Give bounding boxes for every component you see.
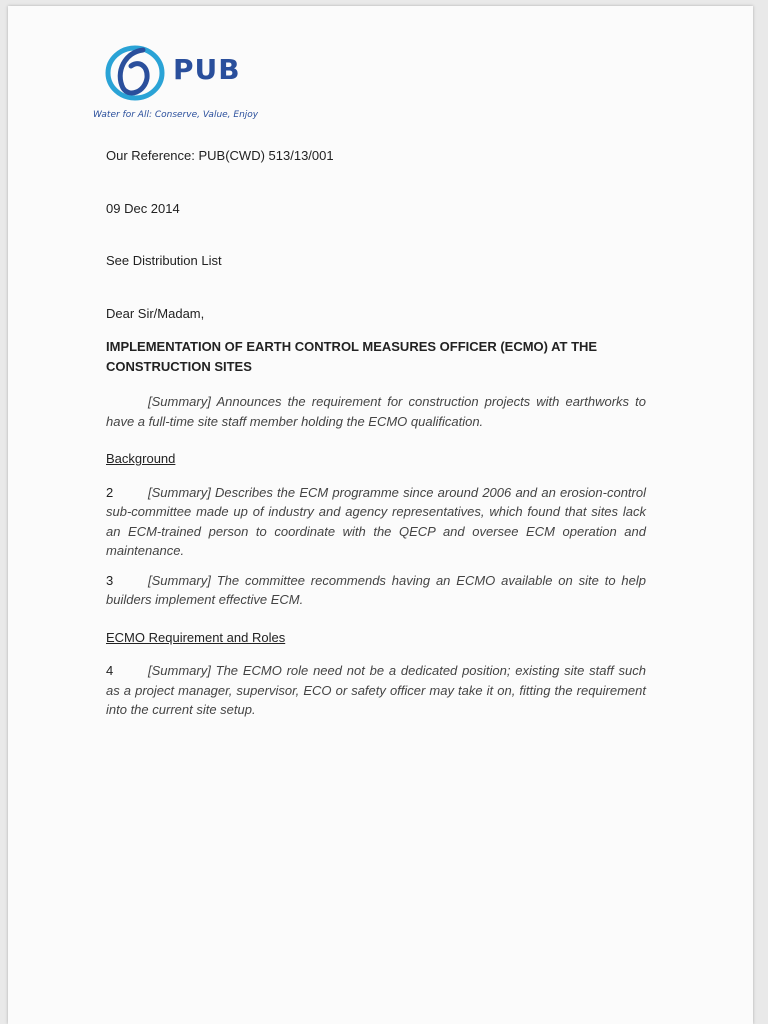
paragraph-text: [Summary] Describes the ECM programme since around 2006 and an erosion-control sub-committee made up of industry and agency representatives, which found that sites lack an ECM-trained person to coordinate with the QECP and oversee ECM operation and maintenance. [106, 484, 646, 558]
paragraph-4 [106, 661, 646, 720]
paragraph-number: 3 [106, 572, 114, 588]
section-heading-ecmo-roles: ECMO Requirement and Roles [106, 629, 286, 645]
reference-line: Our Reference: PUB(CWD) 513/13/001 [106, 148, 334, 163]
subject-heading: IMPLEMENTATION OF EARTH CONTROL MEASURES OFFICER (ECMO) AT THE CONSTRUCTION SITES [106, 339, 598, 374]
salutation: Dear Sir/Madam, [106, 305, 205, 321]
paragraph-text: [Summary] The committee recommends having an ECMO available on site to help builders implement effective ECM. [106, 572, 646, 607]
letter-page [8, 6, 753, 1024]
logo-tagline: Water for All: Conserve, Value, Enjoy [93, 110, 259, 120]
addressee-line: See Distribution List [106, 253, 222, 268]
section-heading-background: Background [106, 451, 176, 466]
paragraph-number: 2 [106, 484, 114, 500]
paragraph-2 [106, 483, 646, 561]
paragraph-text: [Summary] The ECMO role need not be a dedicated position; existing site staff such as a project manager, supervisor, ECO or safety officer may take it on, fitting the requirement into the current site setup. [106, 663, 646, 717]
date-line: 09 Dec 2014 [106, 200, 180, 216]
pub-logo [93, 38, 293, 128]
paragraph-number: 4 [106, 663, 114, 678]
water-drop-logo-icon [103, 42, 167, 102]
paragraph-intro [106, 392, 646, 431]
letter-body [106, 146, 646, 730]
paragraph-text: [Summary] Announces the requirement for construction projects with earthworks to have a full-time site staff member holding the ECMO qualification. [106, 394, 646, 429]
paragraph-3 [106, 571, 646, 610]
logo-wordmark: PUB [173, 53, 241, 86]
